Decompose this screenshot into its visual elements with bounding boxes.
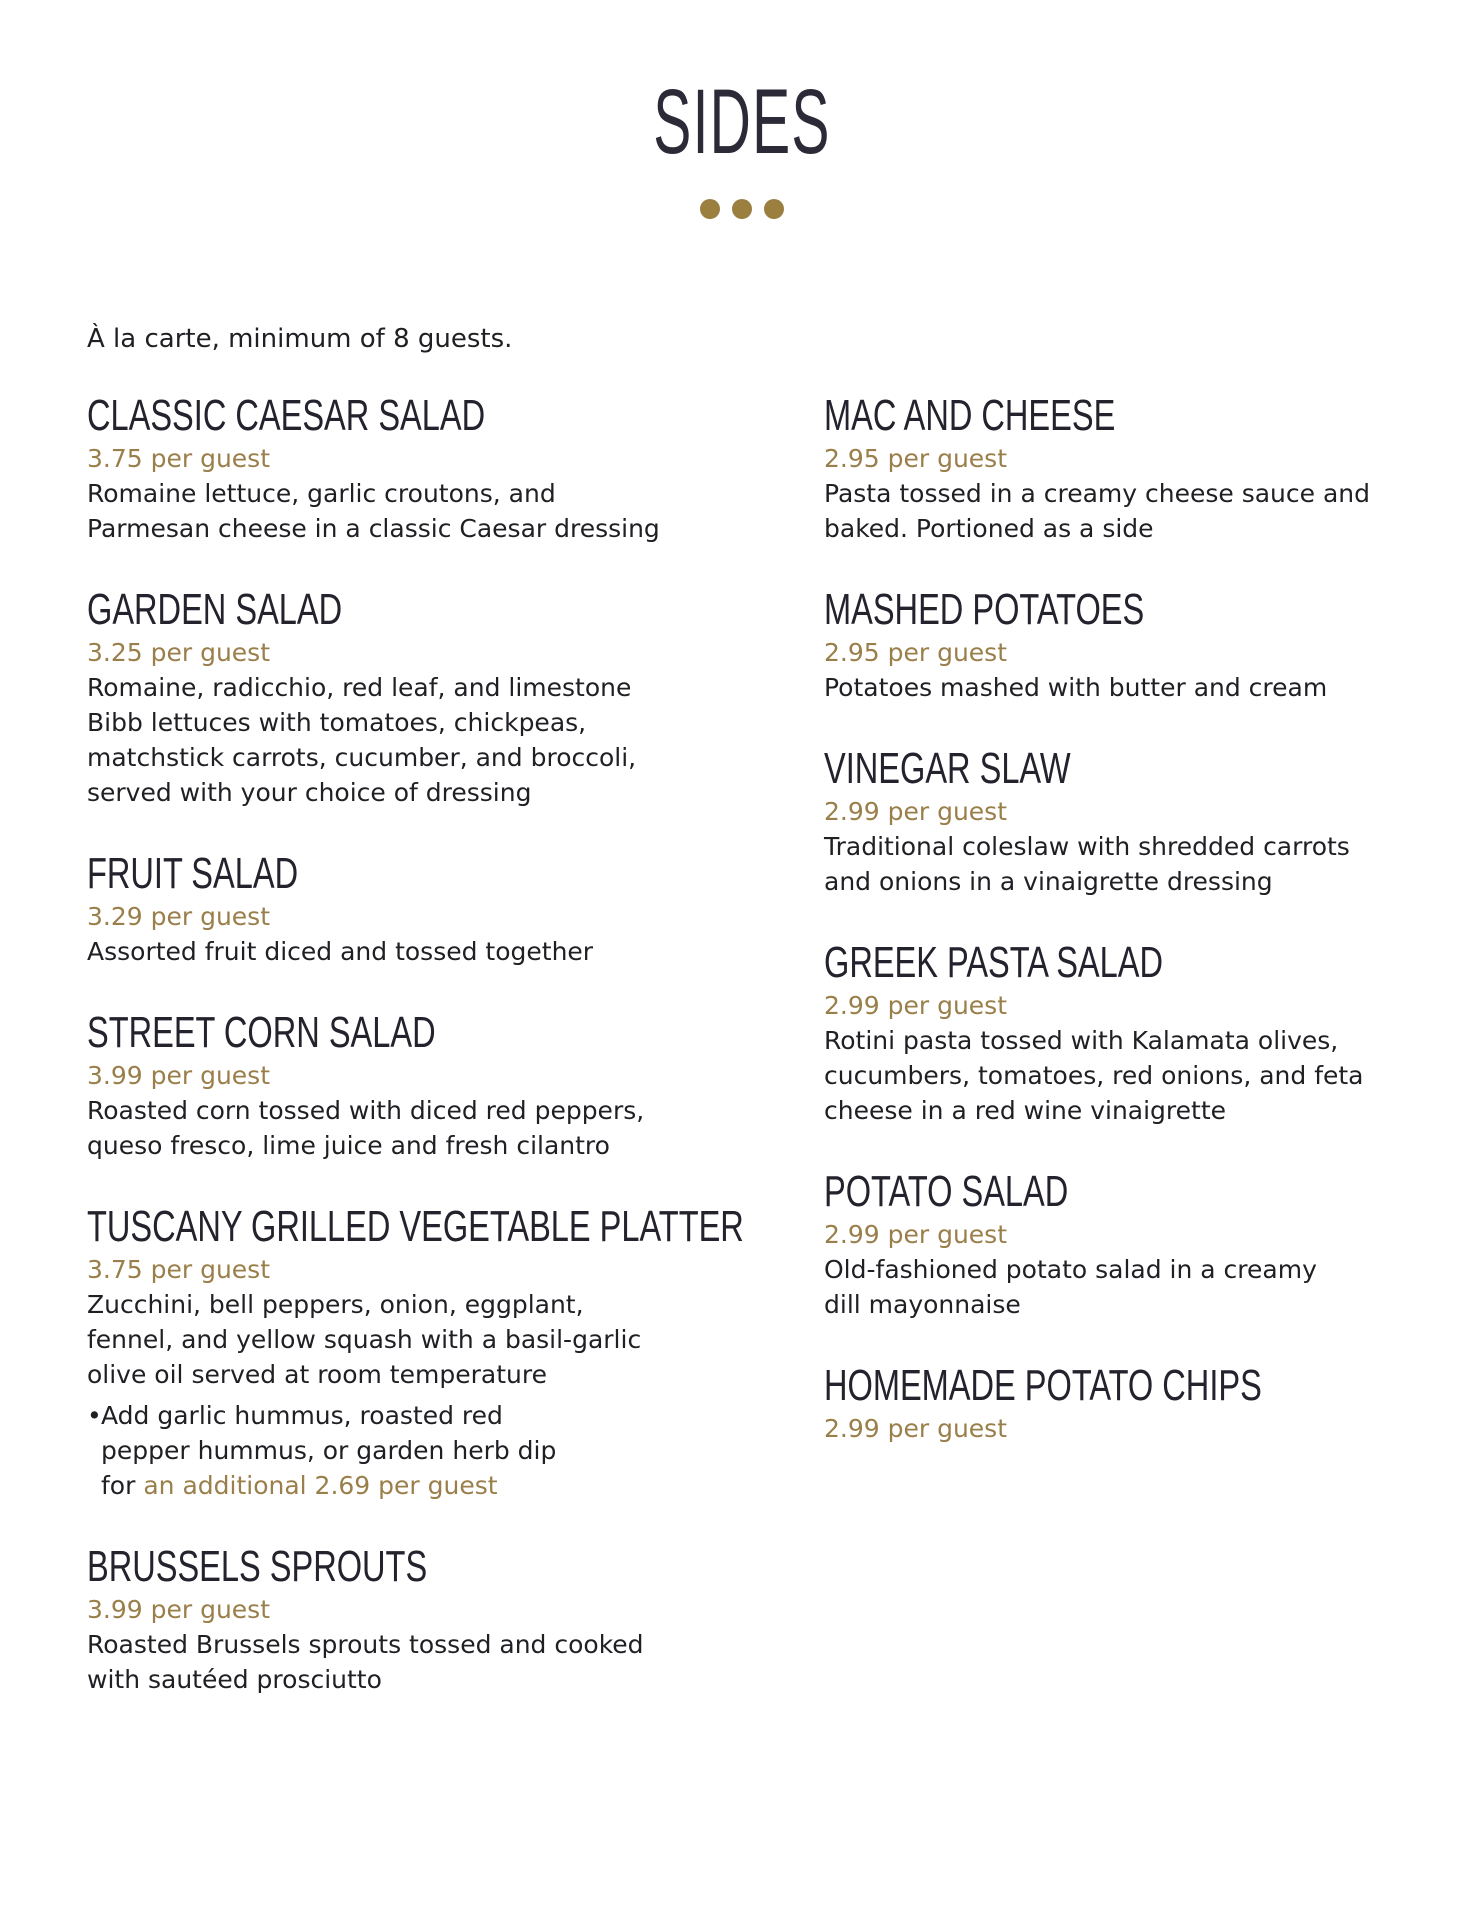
menu-item — [87, 850, 707, 969]
dot-icon — [764, 199, 784, 219]
item-name: HOMEMADE POTATO CHIPS — [824, 1361, 1262, 1410]
menu-item — [87, 1202, 744, 1503]
item-name: FRUIT SALAD — [87, 849, 299, 898]
item-name: GARDEN SALAD — [87, 585, 343, 634]
dot-icon — [700, 199, 720, 219]
item-description: Assorted fruit diced and tossed together — [87, 937, 594, 966]
item-name: STREET CORN SALAD — [87, 1008, 436, 1057]
page-title: SIDES — [653, 71, 831, 173]
item-price: 3.29 per guest — [87, 902, 271, 931]
item-price: 3.75 per guest — [87, 444, 271, 473]
item-description: Potatoes mashed with butter and cream — [824, 673, 1328, 702]
item-description: Rotini pasta tossed with Kalamata olives, cucumbers, tomatoes, red onions, and feta cheese in a red wine vinaigrette — [824, 1026, 1364, 1125]
item-addon-note — [87, 1398, 707, 1503]
item-price: 3.25 per guest — [87, 638, 271, 667]
item-price: 3.99 per guest — [87, 1061, 271, 1090]
item-description: Roasted Brussels sprouts tossed and cooked with sautéed prosciutto — [87, 1630, 644, 1694]
dot-icon — [732, 199, 752, 219]
menu-item — [87, 1543, 707, 1697]
menu-item — [824, 745, 1424, 899]
item-price: 2.95 per guest — [824, 444, 1008, 473]
item-price: 2.99 per guest — [824, 1220, 1008, 1249]
item-description: Romaine lettuce, garlic croutons, and Parmesan cheese in a classic Caesar dressing — [87, 479, 660, 543]
addon-text: Add garlic hummus, roasted red pepper hummus, or garden herb dip for — [101, 1401, 557, 1500]
menu-item — [87, 392, 707, 546]
menu-item — [87, 1009, 707, 1163]
item-description: Zucchini, bell peppers, onion, eggplant, fennel, and yellow squash with a basil-garlic olive oil served at room temperature — [87, 1290, 642, 1389]
item-description: Pasta tossed in a creamy cheese sauce and baked. Portioned as a side — [824, 479, 1370, 543]
item-name: GREEK PASTA SALAD — [824, 938, 1163, 987]
item-description: Romaine, radicchio, red leaf, and limestone Bibb lettuces with tomatoes, chickpeas, matchstick carrots, cucumber, and broccoli, served with your choice of dressing — [87, 673, 637, 807]
menu-item — [87, 586, 707, 810]
menu-item — [824, 1362, 1424, 1446]
menu-item — [824, 939, 1424, 1128]
bullet-icon: • — [87, 1401, 102, 1430]
item-description: Old-fashioned potato salad in a creamy dill mayonnaise — [824, 1255, 1317, 1319]
item-name: VINEGAR SLAW — [824, 744, 1071, 793]
menu-item — [824, 586, 1424, 705]
item-price: 3.75 per guest — [87, 1255, 271, 1284]
addon-price: an additional 2.69 per guest — [143, 1471, 498, 1500]
left-column — [87, 391, 744, 1737]
menu-item — [824, 392, 1424, 546]
item-name: CLASSIC CAESAR SALAD — [87, 391, 486, 440]
item-price: 3.99 per guest — [87, 1595, 271, 1624]
item-price: 2.99 per guest — [824, 797, 1008, 826]
item-name: POTATO SALAD — [824, 1167, 1069, 1216]
item-name: MASHED POTATOES — [824, 585, 1145, 634]
item-description: Roasted corn tossed with diced red peppers, queso fresco, lime juice and fresh cilantro — [87, 1096, 645, 1160]
item-name: TUSCANY GRILLED VEGETABLE PLATTER — [87, 1202, 744, 1251]
item-description: Traditional coleslaw with shredded carrots and onions in a vinaigrette dressing — [824, 832, 1350, 896]
intro-text: À la carte, minimum of 8 guests. — [87, 324, 513, 354]
item-price: 2.99 per guest — [824, 1414, 1008, 1443]
item-price: 2.95 per guest — [824, 638, 1008, 667]
item-name: MAC AND CHEESE — [824, 391, 1116, 440]
item-price: 2.99 per guest — [824, 991, 1008, 1020]
divider-dots — [0, 199, 1484, 219]
right-column — [824, 392, 1424, 1486]
item-name: BRUSSELS SPROUTS — [87, 1542, 428, 1591]
menu-item — [824, 1168, 1424, 1322]
